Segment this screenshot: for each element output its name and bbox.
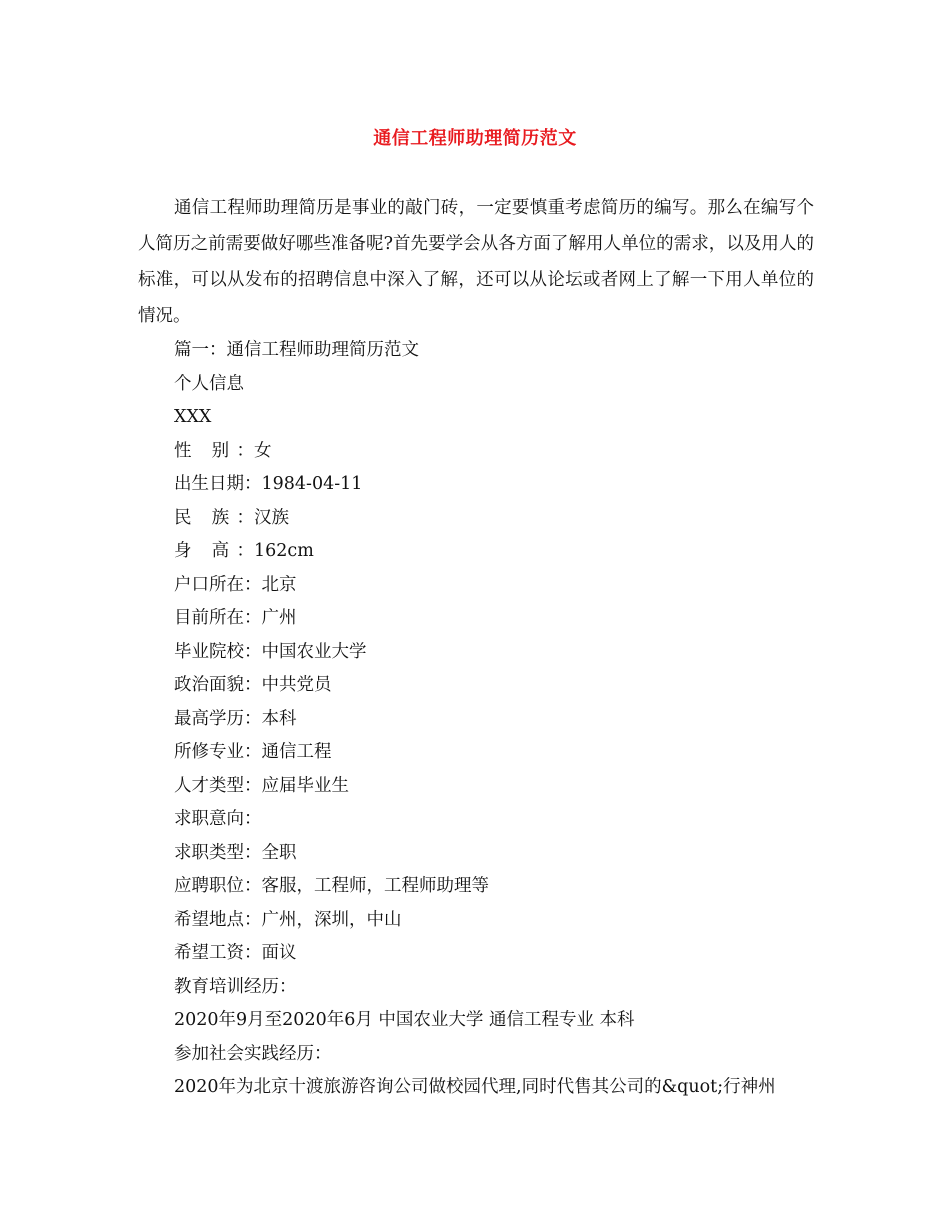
field-ethnicity bbox=[138, 502, 814, 536]
field-label: 希望地点： bbox=[174, 909, 262, 930]
field-major bbox=[138, 736, 814, 770]
field-value: 中共党员 bbox=[261, 675, 332, 695]
field-label: 最高学历： bbox=[174, 708, 262, 729]
education-entry: 2020年9月至2020年6月 中国农业大学 通信工程专业 本科 bbox=[174, 1010, 635, 1030]
job-field-location bbox=[138, 904, 814, 938]
field-value: 162cm bbox=[254, 541, 314, 561]
field-label: 应聘职位： bbox=[174, 876, 262, 896]
field-label: 所修专业： bbox=[174, 742, 262, 762]
candidate-name: XXX bbox=[174, 407, 212, 427]
field-current-location bbox=[138, 602, 814, 636]
resume-body bbox=[138, 334, 814, 1105]
field-talent-type bbox=[138, 770, 814, 804]
field-hukou bbox=[138, 569, 814, 603]
field-label: 身 高： bbox=[174, 541, 254, 561]
field-label: 性 别： bbox=[174, 440, 254, 461]
field-height bbox=[138, 535, 814, 569]
field-label: 希望工资： bbox=[174, 943, 262, 963]
field-value: 应届毕业生 bbox=[261, 775, 349, 796]
field-value: 广州 bbox=[261, 608, 297, 628]
field-value: 面议 bbox=[261, 943, 297, 963]
field-label: 政治面貌： bbox=[174, 675, 262, 695]
field-label: 出生日期： bbox=[174, 474, 262, 494]
personal-info-heading: 个人信息 bbox=[174, 373, 244, 394]
field-degree bbox=[138, 703, 814, 737]
field-birthdate bbox=[138, 468, 814, 502]
job-field-position bbox=[138, 870, 814, 904]
field-value: 北京 bbox=[261, 574, 297, 595]
field-value: 中国农业大学 bbox=[261, 641, 367, 662]
job-field-salary bbox=[138, 937, 814, 971]
job-field-type bbox=[138, 837, 814, 871]
field-label: 毕业院校： bbox=[174, 641, 262, 662]
field-label: 民 族： bbox=[174, 507, 254, 528]
field-value: 全职 bbox=[261, 842, 297, 863]
field-label: 人才类型： bbox=[174, 775, 262, 796]
field-value: 1984-04-11 bbox=[261, 474, 363, 494]
job-intent-heading: 求职意向： bbox=[174, 809, 262, 829]
field-label: 目前所在： bbox=[174, 608, 262, 628]
practice-entry: 2020年为北京十渡旅游咨询公司做校园代理,同时代售其公司的&quot;行神州 bbox=[174, 1077, 776, 1097]
field-school bbox=[138, 636, 814, 670]
field-political-status bbox=[138, 669, 814, 703]
intro-paragraph: 通信工程师助理简历是事业的敲门砖，一定要慎重考虑简历的编写。那么在编写个人简历之前需要做好哪些准备呢?首先要学会从各方面了解用人单位的需求，以及用人的标准，可以从发布的招聘信息中深入了解，还可以从论坛或者网上了解一下用人单位的情况。 bbox=[138, 198, 814, 326]
field-label: 户口所在： bbox=[174, 574, 262, 595]
field-value: 通信工程 bbox=[261, 742, 332, 762]
field-gender bbox=[138, 435, 814, 469]
field-value: 客服，工程师，工程师助理等 bbox=[261, 876, 489, 896]
practice-heading: 参加社会实践经历： bbox=[174, 1043, 332, 1064]
section-heading: 篇一：通信工程师助理简历范文 bbox=[174, 340, 419, 360]
field-value: 汉族 bbox=[254, 507, 289, 528]
field-value: 女 bbox=[254, 440, 272, 461]
education-heading: 教育培训经历： bbox=[174, 976, 297, 997]
document-title: 通信工程师助理简历范文 bbox=[373, 128, 577, 149]
field-label: 求职类型： bbox=[174, 842, 262, 863]
field-value: 广州，深圳，中山 bbox=[261, 909, 402, 930]
field-value: 本科 bbox=[261, 708, 297, 729]
